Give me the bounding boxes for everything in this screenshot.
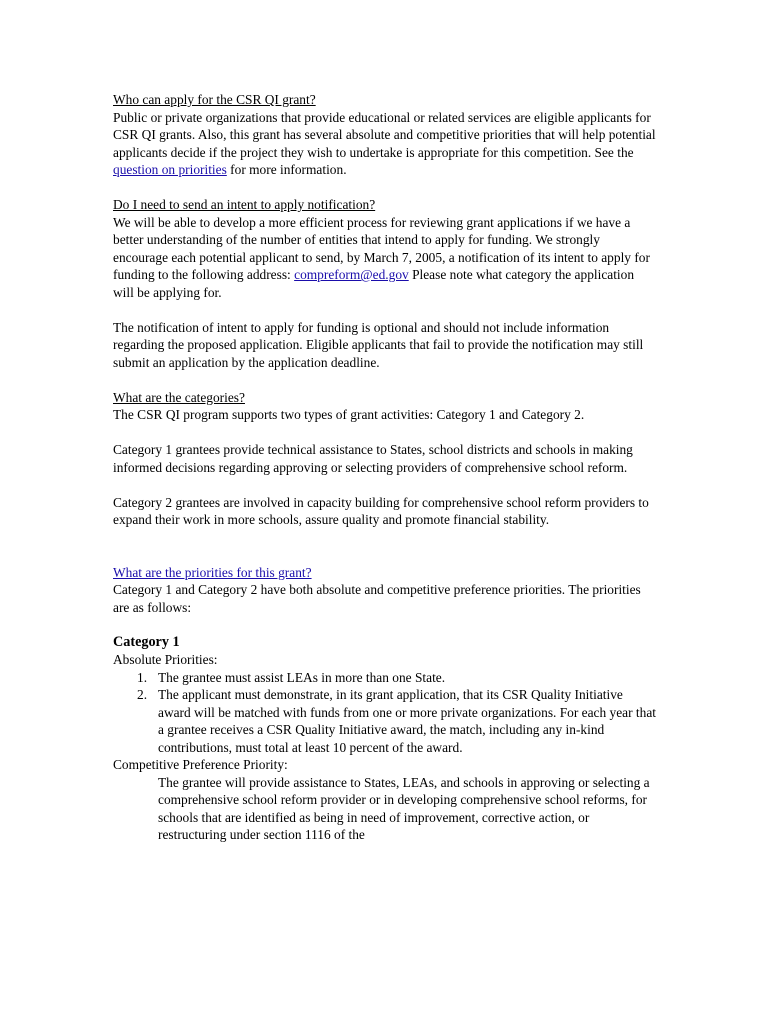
answer-intent-to-apply [113,214,658,302]
question-heading-categories: What are the categories? [113,389,245,405]
category-1-heading: Category 1 [113,633,180,650]
answer-text: We will be able to develop a more efficient process for reviewing grant applications if we have a better understanding of the number of entities that intend to apply for funding. We strongly encourage each potential applicant to send, by March 7, 2005, a notification of its intent to apply for funding to the following address: [113,214,650,282]
list-item-text: The applicant must demonstrate, in its grant application, that its CSR Quality Initiative award will be matched with funds from one or more private organizations. For each year that a grantee receives a CSR Quality Initiative award, the match, including any in-kind contributions, must total at least 10 percent of the award. [158,687,657,755]
answer-who-can-apply [113,109,658,179]
competitive-priority-label: Competitive Preference Priority: [113,757,288,772]
priorities-intro: Category 1 and Category 2 have both absolute and competitive preference priorities. The priorities are as follows: [113,582,641,615]
email-link[interactable]: compreform@ed.gov [294,267,409,282]
list-item [113,669,658,687]
list-item-text: The grantee must assist LEAs in more than one State. [158,669,446,685]
categories-intro: The CSR QI program supports two types of grant activities: Category 1 and Category 2. [113,407,585,422]
category-2-description: Category 2 grantees are involved in capacity building for comprehensive school reform providers to expand their work in more schools, assure quality and promote financial stability. [113,494,649,527]
competitive-priority-text: The grantee will provide assistance to States, LEAs, and schools in approving or selecting a comprehensive school reform provider or in developing comprehensive school reforms, for schools that are identified as being in need of improvement, corrective action, or restructuring under section 1116 of the [158,774,650,842]
list-number: 2. [137,687,148,702]
list-number: 1. [137,669,148,685]
answer-text-end: for more information. [226,162,347,177]
document-content [113,91,658,844]
absolute-priorities-list [113,669,658,757]
question-heading-priorities-link[interactable]: What are the priorities for this grant? [113,564,312,580]
question-heading-intent-to-apply: Do I need to send an intent to apply notification? [113,197,376,212]
question-heading-who-can-apply: Who can apply for the CSR QI grant? [113,92,316,107]
list-item [113,686,658,756]
answer-text: Public or private organizations that provide educational or related services are eligible applicants for CSR QI grants. Also, this grant has several absolute and competitive priorities that will help potential applicants decide if the project they wish to undertake is appropriate for this competition. See the [113,109,656,160]
category-1-description: Category 1 grantees provide technical assistance to States, school districts and schools in making informed decisions regarding approving or selecting providers of comprehensive school reform. [113,442,633,475]
priorities-question-link[interactable]: question on priorities [113,162,227,177]
answer-text-end: Please note what category the application will be applying for. [113,267,635,300]
intent-notification-paragraph: The notification of intent to apply for funding is optional and should not include information regarding the proposed application. Eligible applicants that fail to provide the notification may still submit an application by the application deadline. [113,319,644,370]
absolute-priorities-label: Absolute Priorities: [113,652,218,667]
